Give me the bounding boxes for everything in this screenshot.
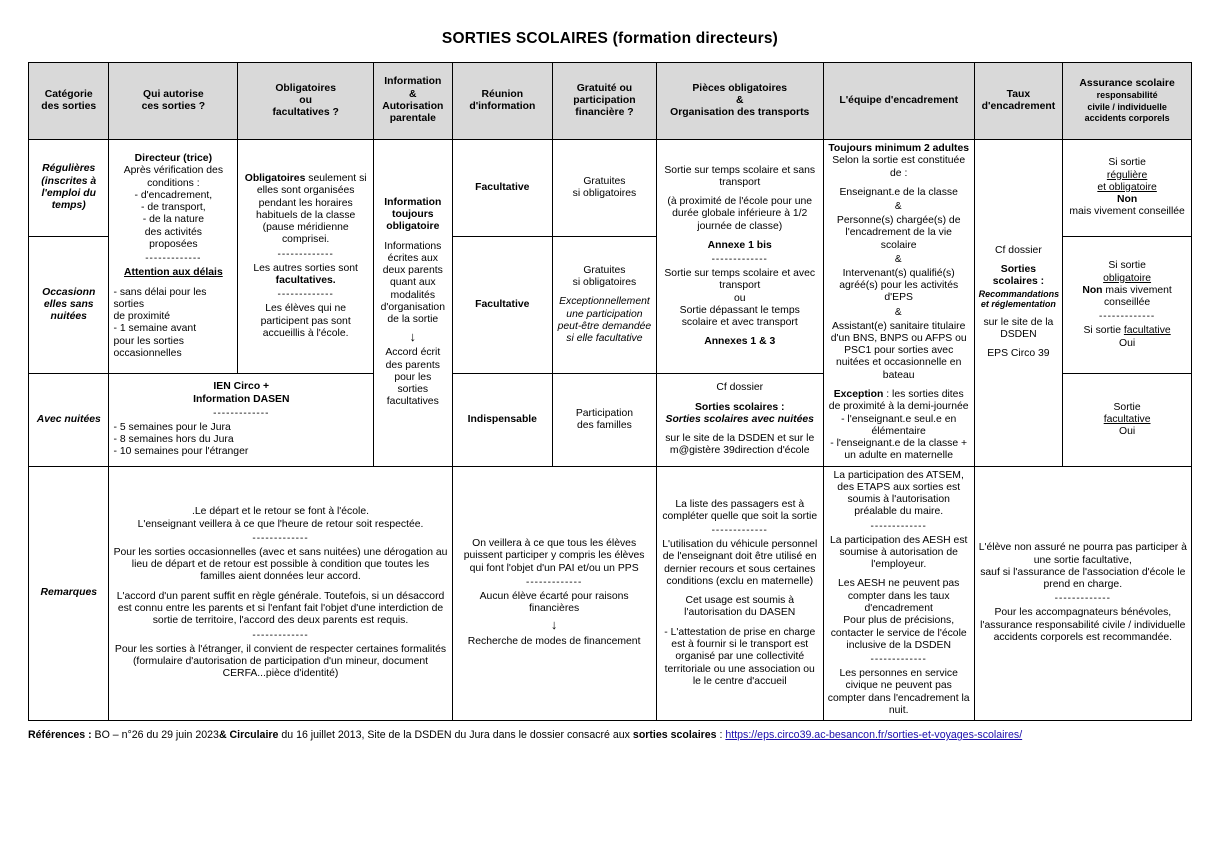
header-information [374,63,452,140]
qui-autorise-l1: Après vérification des [123,165,224,177]
pieces-l4: Sortie sur temps scolaire et avec transport [664,268,816,292]
references-url-link[interactable]: https://eps.circo39.ac-besancon.fr/sorties-et-voyages-scolaires/ [725,729,1023,742]
taux-l1: Cf dossier [995,244,1042,256]
header-equipe [823,63,974,140]
equipe-t4: Personne(s) chargée(s) de l'encadrement de la vie scolaire [836,215,961,251]
cell-remarques-obligatoires [109,466,452,721]
cell-pieces-regulieres [656,140,823,374]
pieces-nuitees-l4: sur le site de la DSDEN et sur le m@gistère 39direction d'école [665,433,815,457]
qui-autorise-l4: - de transport, [141,202,206,214]
header-assurance-l1: Assurance scolaire [1079,77,1175,89]
separator-dashes: ------------- [252,532,309,544]
cell-remarques-equipe [823,466,974,721]
header-pieces-l2: & [735,94,744,106]
remarques-assur-p2: sauf si l'assurance de l'association d'école le prend en charge. [980,566,1186,591]
table-row-regulieres [29,140,1192,237]
cell-obligatoires-regulieres [238,140,374,374]
header-qui-autorise-l1: Qui autorise [143,88,204,100]
taux-l3: Recommandations et réglementation [978,288,1060,310]
header-equipe-l1: L'équipe d'encadrement [839,94,959,106]
equipe-t3: Enseignant.e de la classe [839,186,958,198]
assurance-nuitees-l2: facultative [1103,413,1151,425]
cell-assurance-regulieres [1063,140,1192,237]
header-qui-autorise [109,63,238,140]
separator-dashes: ------------- [870,520,927,532]
obligatoires-rest: seulement si elles sont organisées pendant les horaires habituels de la classe (pause méridienne comprisei. [255,173,367,246]
cell-categorie-avec-nuitees: Avec nuitées [29,374,109,466]
header-reunion [452,63,553,140]
qui-autorise-nuitees-d2: - 8 semaines hors du Jura [113,434,234,446]
pieces-l1: Sortie sur temps scolaire et sans transport [664,164,816,188]
taux-l4: sur le site de la DSDEN [983,316,1054,341]
remarques-pieces-p4: - L'attestation de prise en charge est à fournir si le transport est organisé par une collectivité territoriale ou une association ou le le centre d'accueil [664,626,816,687]
cell-categorie-occasionnelles: Occasionn elles sans nuitées [29,237,109,374]
cell-taux-all [974,140,1063,467]
information-t2: Informations écrites aux deux parents quant aux modalités d'organisation de la sortie [380,240,445,326]
spacer [113,280,233,287]
header-assurance-sub3: accidents corporels [1084,112,1170,123]
spacer [661,233,819,240]
cell-qui-autorise-avec-nuitees [109,374,374,466]
gratuite-occ-l3: Exceptionnellement une participation peut-être demandée si elle facultative [557,296,652,345]
header-pieces-l1: Pièces obligatoires [692,82,788,94]
cell-reunion-regulieres: Facultative [452,140,553,237]
references-footnote [28,729,1192,743]
header-taux-l1: Taux [1006,88,1031,100]
spacer [661,189,819,196]
pieces-nuitees-l1: Cf dossier [716,382,764,394]
spacer [557,289,652,296]
page-title: SORTIES SCOLAIRES (formation directeurs) [441,30,779,47]
cell-assurance-occasionnelles [1063,237,1192,374]
assurance-reg-l2: régulière [1106,169,1148,181]
obligatoires-p3: Les élèves qui ne participent pas sont accueillis à l'école. [260,303,351,339]
equipe-t6: Assistant(e) sanitaire titulaire d'un BNS, BNPS ou AFPS ou PSC1 pour sorties avec nuitées et occasionnelle en bateau [830,320,967,381]
spacer [661,426,819,433]
references-text3: du 16 juillet 2013, Site de la DSDEN du Jura dans le dossier consacré aux [278,729,633,742]
remarques-grat-p3: Recherche de modes de financement [467,636,641,648]
pieces-l7: Annexes 1 & 3 [704,336,776,348]
references-colon: : [716,729,726,742]
assurance-occ-l4-u: facultative [1123,325,1171,337]
assurance-occ-l2: obligatoire [1103,272,1152,284]
equipe-t2: Selon la sortie est constituée de : [832,155,966,179]
taux-l5: EPS Circo 39 [987,348,1050,360]
qui-autorise-d3: - 1 semaine avant [113,323,197,335]
remarques-equipe-p5: Les personnes en service civique ne peuvent pas compter dans l'encadrement la nuit. [827,668,970,716]
equipe-amp-3: & [894,306,903,318]
remarques-grat-p1: On veillera à ce que tous les élèves puissent participer y compris les élèves qui font l'objet d'un PAI et/ou un PPS [463,538,645,574]
cell-reunion-avec-nuitees: Indispensable [452,374,553,466]
information-t3: Accord écrit des parents pour les sorties facultatives [385,347,441,408]
gratuite-l1: Gratuites [583,175,626,187]
spacer [113,584,447,591]
header-gratuite [553,63,657,140]
spacer [979,341,1059,348]
separator-dashes: ------------- [213,407,270,419]
obligatoires-p2-bold: facultatives. [275,275,336,287]
spacer [661,395,819,402]
cell-qui-autorise-regulieres [109,140,238,374]
cell-assurance-avec-nuitees [1063,374,1192,466]
header-obligatoires-l3: facultatives ? [272,107,339,119]
header-categorie-l2: des sorties [41,101,97,112]
header-taux [974,63,1063,140]
cell-gratuite-occasionnelles [553,237,657,374]
separator-dashes: ------------- [1054,593,1111,605]
qui-autorise-title: Directeur (trice) [134,153,213,165]
cell-information-all [374,140,452,467]
sorties-scolaires-table [28,62,1192,721]
header-assurance-sub2: civile / individuelle [1087,101,1167,112]
separator-dashes: ------------- [525,576,583,588]
information-t1: Information toujours obligatoire [384,196,442,233]
remarques-assur-p1: L'élève non assuré ne pourra pas participer à une sortie facultative, [978,542,1187,566]
qui-autorise-nuitees-title1: IEN Circo + [213,381,270,393]
header-categorie [29,63,109,140]
qui-autorise-l6: des activités [144,226,202,238]
equipe-t5: Intervenant(s) qualifié(s) agréé(s) pour les activités d'EPS [839,267,959,304]
remarques-equipe-p2: La participation des AESH est soumise à autorisation de l'employeur. [829,534,968,571]
header-assurance [1063,63,1192,140]
gratuite-occ-l2: si obligatoires [572,277,637,289]
cell-gratuite-regulieres [553,140,657,237]
qui-autorise-nuitees-d3: - 10 semaines pour l'étranger [113,446,249,458]
cell-categorie-remarques: Remarques [29,466,109,721]
table-header [29,63,1192,140]
remarques-obl-p4: L'accord d'un parent suffit en règle générale. Toutefois, si un désaccord est connu entre les parents et si l'enfant fait l'objet d'une interdiction de sortie de territoire, l'accord des deux parents est requis. [116,590,445,627]
assurance-reg-l5: mais vivement conseillée [1069,206,1185,218]
assurance-occ-l3-rest: mais vivement conseillée [1102,284,1172,309]
pieces-l5: ou [733,292,746,304]
qui-autorise-l3: - d'encadrement, [134,189,213,201]
separator-dashes: ------------- [277,248,334,260]
header-obligatoires [238,63,374,140]
spacer [979,310,1059,317]
equipe-exception-rest: : les sorties dites de proximité à la demi-journée [828,388,969,413]
header-gratuite-l2: participation [573,94,636,106]
spacer [979,257,1059,264]
spacer [378,234,447,241]
references-text2: & Circulaire [218,729,279,742]
header-obligatoires-l2: ou [299,94,312,106]
qui-autorise-l2: conditions : [147,177,200,189]
equipe-exception-bold: Exception [833,388,884,400]
header-gratuite-l1: Gratuité ou [576,82,633,94]
header-taux-l2: d'encadrement [981,101,1056,112]
remarques-equipe-p1: La participation des ATSEM, des ETAPS aux sorties est soumis à l'autorisation préalable du maire. [833,469,964,518]
down-arrow-icon: ↓ [409,328,417,344]
remarques-obl-p1: .Le départ et le retour se font à l'école. [192,506,370,518]
pieces-nuitees-l3: Sorties scolaires avec nuitées [665,413,814,425]
table-row-remarques [29,466,1192,721]
pieces-l6: Sortie dépassant le temps scolaire et avec transport [679,304,800,329]
assurance-nuitees-l3: Oui [1119,426,1136,438]
references-text1: BO – n°26 du 29 juin 2023 [91,729,219,742]
table-body [29,140,1192,721]
header-information-l4: parentale [389,113,436,125]
assurance-reg-l1: Si sortie [1108,157,1146,169]
cell-pieces-avec-nuitees [656,374,823,466]
cell-remarques-assurance [974,466,1191,721]
separator-dashes: ------------- [1098,311,1156,323]
pieces-l2: (à proximité de l'école pour une durée globale inférieure à 1/2 journée de classe) [667,196,813,232]
assurance-reg-l4: Non [1116,194,1138,206]
equipe-amp-1: & [894,201,903,213]
cell-gratuite-avec-nuitees [553,374,657,466]
header-obligatoires-l1: Obligatoires [275,82,336,94]
gratuite-nuitees-l2: des familles [576,419,632,431]
header-information-l1: Information [384,76,442,88]
remarques-pieces-p3: Cet usage est soumis à l'autorisation du DASEN [684,595,796,619]
qui-autorise-l5: - de la nature [142,214,204,226]
qui-autorise-d2: de proximité [113,311,171,323]
header-row [29,63,1192,140]
separator-dashes: ------------- [711,254,768,266]
cell-remarques-pieces [656,466,823,721]
remarques-equipe-p3: Les AESH ne peuvent pas compter dans les taux d'encadrement [838,578,960,614]
qui-autorise-d4: pour les sorties occasionnelles [113,335,184,359]
header-information-l2: & [409,88,417,100]
assurance-nuitees-l1: Sortie [1113,401,1141,413]
qui-autorise-d1: - sans délai pour les sorties [113,286,207,310]
header-information-l3: Autorisation [382,101,444,112]
spacer [828,180,970,187]
gratuite-nuitees-l1: Participation [575,407,634,419]
assurance-occ-l5: Oui [1119,337,1136,349]
obligatoires-p2-pre: Les autres sorties sont [253,262,358,274]
separator-dashes: ------------- [145,253,202,265]
equipe-t8: - l'enseignant.e de la classe + un adulte en maternelle [830,438,968,462]
remarques-equipe-p4: Pour plus de précisions, contacter le service de l'école inclusive de la DSDEN [830,615,967,651]
taux-l2: Sorties scolaires : [992,264,1045,288]
header-reunion-l1: Réunion [481,88,524,100]
assurance-occ-l4-pre: Si sortie [1083,325,1124,337]
qui-autorise-l7: proposées [149,238,198,250]
remarques-obl-p2: L'enseignant veillera à ce que l'heure de retour soit respectée. [137,518,424,530]
gratuite-occ-l1: Gratuites [583,264,626,276]
spacer [661,329,819,336]
cell-reunion-occasionnelles: Facultative [452,237,553,374]
header-categorie-l1: Catégorie [44,88,93,100]
qui-autorise-nuitees-d1: - 5 semaines pour le Jura [113,421,231,433]
assurance-occ-l1: Si sortie [1108,260,1146,272]
remarques-obl-p3: Pour les sorties occasionnelles (avec et sans nuitées) une dérogation au lieu de départ et de retour est possible à condition que toutes les familles aient données leur accord. [113,546,448,583]
spacer [661,620,819,627]
remarques-pieces-p1: La liste des passagers est à compléter quelle que soit la sortie [662,498,818,522]
remarques-assur-p3: Pour les accompagnateurs bénévoles, l'assurance responsabilité civile / individuelle accidents corporels est recommandée. [980,607,1186,643]
qui-autorise-subtitle: Attention aux délais [124,267,223,279]
spacer [828,382,970,389]
cell-equipe-all [823,140,974,467]
equipe-t1: Toujours minimum 2 adultes [828,143,970,154]
remarques-pieces-p2: L'utilisation du véhicule personnel de l'enseignant doit être utilisé en dernier recours et sous certaines conditions (exclu en maternelle) [662,539,818,587]
remarques-obl-p5: Pour les sorties à l'étranger, il convient de respecter certaines formalités (formulaire d'autorisation de participation d'un mineur, document CERFA...pièce d'identité) [114,643,447,680]
cell-remarques-gratuite [452,466,656,721]
pieces-l3: Annexe 1 bis [707,239,772,251]
header-qui-autorise-l2: ces sorties ? [141,101,206,112]
cell-categorie-regulieres: Régulières (inscrites à l'emploi du temps) [29,140,109,237]
pieces-nuitees-l2: Sorties scolaires : [694,401,785,413]
equipe-amp-2: & [894,253,903,265]
equipe-t7: - l'enseignant.e seul.e en élémentaire [841,413,957,437]
separator-dashes: ------------- [711,525,768,537]
gratuite-l2: si obligatoires [572,188,637,200]
separator-dashes: ------------- [870,654,927,666]
header-pieces [656,63,823,140]
down-arrow-icon: ↓ [550,617,558,633]
spacer [828,571,970,578]
remarques-grat-p2: Aucun élève écarté pour raisons financières [479,590,629,615]
header-gratuite-l3: financière ? [575,107,634,119]
header-reunion-l2: d'information [469,101,536,112]
header-pieces-l3: Organisation des transports [670,107,810,119]
qui-autorise-nuitees-title2: Information DASEN [193,393,290,405]
header-assurance-sub1: responsabilité [1096,90,1158,101]
assurance-occ-l3-bold: Non [1082,284,1103,296]
separator-dashes: ------------- [252,629,309,641]
references-bold-term: sorties scolaires [632,729,717,742]
separator-dashes: ------------- [277,289,334,301]
obligatoires-bold: Obligatoires [244,173,306,185]
spacer [661,588,819,595]
references-label: Références : [28,729,92,742]
assurance-reg-l3: et obligatoire [1097,181,1157,193]
